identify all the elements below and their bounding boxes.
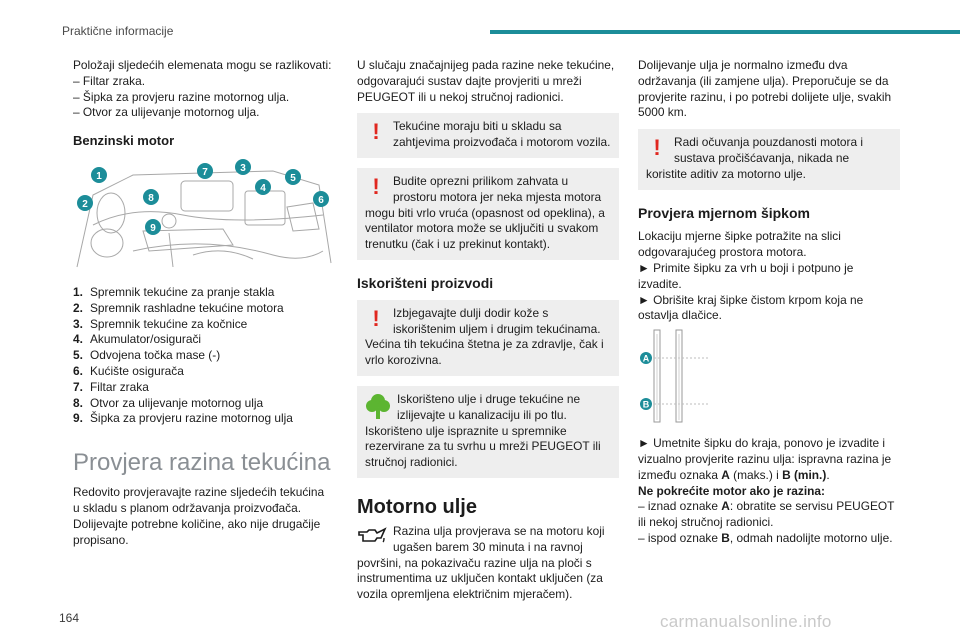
warning-icon: ! xyxy=(372,119,380,145)
diagram-label-8: 8 xyxy=(148,192,154,204)
environment-tree-icon xyxy=(365,392,391,420)
diagram-label-2: 2 xyxy=(82,198,88,210)
diagram-label-3: 3 xyxy=(240,162,246,174)
engine-diagram xyxy=(73,155,335,275)
legend-item: 7. Filtar zraka xyxy=(73,379,149,394)
legend-item: 8. Otvor za ulijevanje motornog ulja xyxy=(73,395,264,410)
diagram-label-1: 1 xyxy=(96,170,102,182)
dipstick-check-text: ► Umetnite šipku do kraja, ponovo je izvadite i vizualno provjerite razinu ulja: ispravna razina je između oznaka A (maks.) i B (min.). Ne pokrećite motor ako je razina: – iznad oznake A: obratite se servisu PEUGEOT ili nekoj stručnoj radionici. – ispod oznake B, odmah nadolijte motorno ulje. xyxy=(638,436,900,547)
above-mark-line: – iznad oznake A: obratite se servisu PEUGEOT xyxy=(638,499,895,514)
warning-icon: ! xyxy=(653,135,661,161)
intro-text xyxy=(73,58,337,121)
column-3 xyxy=(638,58,900,547)
section-title: Praktične informacije xyxy=(62,24,174,38)
column-1 xyxy=(73,58,337,548)
diagram-label-4: 4 xyxy=(260,182,266,194)
intro-line: – Otvor za ulijevanje motornog ulja. xyxy=(73,105,260,120)
intro-line: – Šipka za provjeru razine motornog ulja. xyxy=(73,89,290,104)
diagram-label-6: 6 xyxy=(318,194,324,206)
dipstick-mark-a: A xyxy=(642,353,650,364)
engine-heading: Benzinski motor xyxy=(73,133,175,149)
intro-text: Dolijevanje ulja je normalno između dva održavanja (ili zamjene ulja). Preporučuje se da provjerite razinu, i po potrebi dolijete ulje, svakih 5000 km. xyxy=(638,58,892,120)
intro-text: U slučaju značajnijeg pada razine neke tekućine, odgovarajući sustav dajte provjeriti u mreži PEUGEOT ili u nekoj stručnoj radionici. xyxy=(357,58,615,104)
intro-line: Položaji sljedećih elemenata mogu se razlikovati: xyxy=(73,58,332,72)
intro-line: – Filtar zraka. xyxy=(73,73,146,88)
legend-item: 2. Spremnik rashladne tekućine motora xyxy=(73,300,284,315)
legend-item: 4. Akumulator/osigurači xyxy=(73,332,202,347)
diagram-label-5: 5 xyxy=(290,172,296,184)
engine-illustration xyxy=(73,155,335,275)
environment-box: Iskorišteno ulje i druge tekućine ne izlijevajte u kanalizaciju ili po tlu. Iskorišteno ulje ispraznite u spremnike rezervirane za tu svrhu u mreži PEUGEOT ili stručnoj radionici. xyxy=(357,386,619,478)
no-start-warning: Ne pokrećite motor ako je razina: xyxy=(638,483,826,498)
warning-icon: ! xyxy=(372,305,380,331)
page-header xyxy=(0,0,960,40)
column-2 xyxy=(357,58,619,603)
fluid-levels-heading: Provjera razina tekućina xyxy=(73,449,331,477)
diagram-label-7: 7 xyxy=(202,166,208,178)
fluid-levels-text: Redovito provjeravajte razine sljedećih tekućina u skladu s planom održavanja proizvođača. Dolijevajte potrebne količine, ako nije drugačije propisano. xyxy=(73,485,325,547)
below-mark-line: – ispod oznake B, odmah nadolijte motorno ulje. xyxy=(638,530,893,545)
warning-box-used-oil: ! Izbjegavajte dulji dodir kože s iskorištenim uljem i drugim tekućinama. Većina tih tekućina štetna je za zdravlje, čak i vrlo korozivna. xyxy=(357,300,619,376)
legend-item: 3. Spremnik tekućine za kočnice xyxy=(73,316,248,331)
dipstick-diagram xyxy=(638,328,718,424)
between-marks-line: između oznaka A (maks.) i B (min.). xyxy=(638,467,830,482)
legend-item: 6. Kućište osigurača xyxy=(73,363,184,378)
warning-box-fluids: ! Tekućine moraju biti u skladu sa zahtjevima proizvođača i motorom vozila. xyxy=(357,113,619,158)
dipstick-heading: Provjera mjernom šipkom xyxy=(638,204,810,221)
legend-item: 9. Šipka za provjeru razine motornog ulja xyxy=(73,411,293,426)
dipstick-text: Lokaciju mjerne šipke potražite na slici odgovarajućeg prostora motora. ► Primite šipku za vrh u boji i potpuno je izvadite. ► Obrišite kraj šipke čistom krpom koja ne ostavlja dlačice. xyxy=(638,229,864,323)
warning-icon: ! xyxy=(372,173,380,199)
legend-item: 1. Spremnik tekućine za pranje stakla xyxy=(73,284,275,299)
watermark: carmanualsonline.info xyxy=(660,612,832,631)
engine-oil-text: Razina ulja provjerava se na motoru koji ugašen barem 30 minuta i na ravnoj površini, na pokazivaču razine ulja na ploči s instrumentima uz uključen kontakt uključen (za vozila opremljena električnim mjeračem). xyxy=(357,523,605,602)
warning-box-additive: ! Radi očuvanja pouzdanosti motora i sustava pročišćavanja, nikada ne koristite aditiv za motorno ulje. xyxy=(638,129,900,189)
component-legend xyxy=(73,285,337,427)
oil-can-icon xyxy=(357,524,387,548)
warning-box-hot-engine: ! Budite oprezni prilikom zahvata u prostoru motora jer neka mjesta motora mogu biti vrlo vruća (opasnost od opeklina), a ventilator motora može se uključiti u svakom trenutku (čak i uz prekinut kontakt). xyxy=(357,168,619,260)
engine-oil-heading: Motorno ulje xyxy=(357,495,477,518)
dipstick-mark-b: B xyxy=(642,399,650,410)
diagram-label-9: 9 xyxy=(150,222,156,234)
page-number: 164 xyxy=(59,611,80,625)
used-products-heading: Iskorišteni proizvodi xyxy=(357,274,494,291)
header-accent-bar xyxy=(490,30,960,34)
legend-item: 5. Odvojena točka mase (-) xyxy=(73,348,221,363)
